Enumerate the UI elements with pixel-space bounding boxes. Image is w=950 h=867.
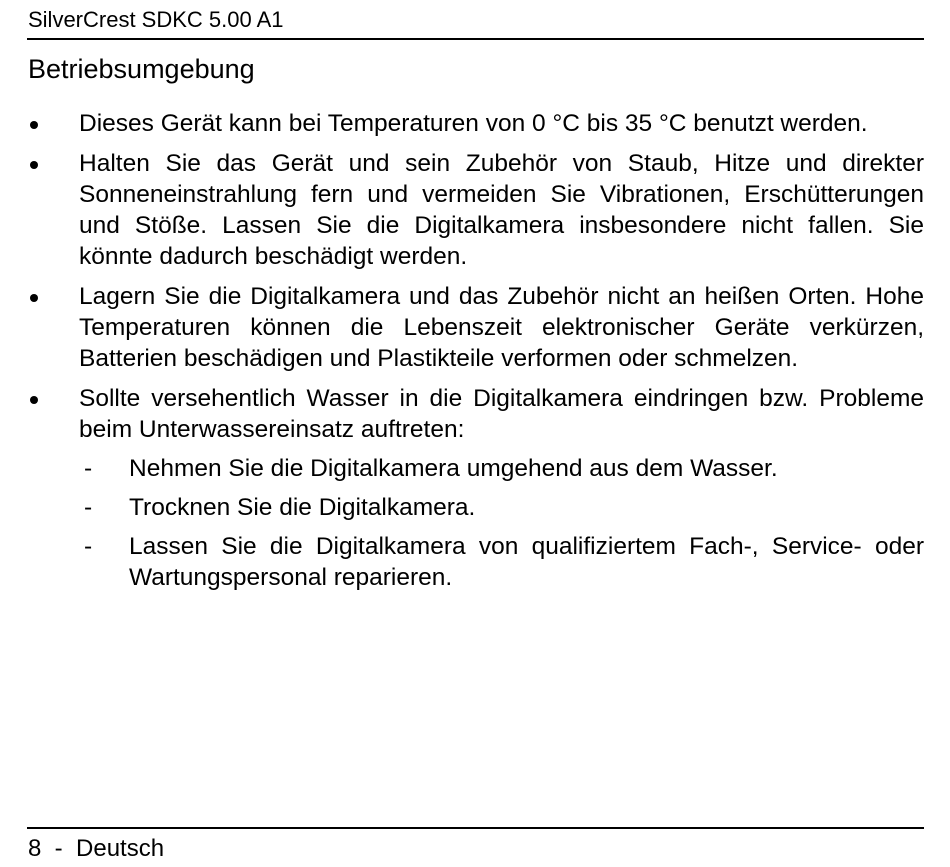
section-title: Betriebsumgebung xyxy=(28,54,255,84)
sub-bullet-text: Trocknen Sie die Digitalkamera. xyxy=(129,494,476,521)
dash-icon: - xyxy=(84,494,93,521)
bullet-icon xyxy=(30,294,38,302)
dash-icon: - xyxy=(84,533,93,560)
sub-bullet-item xyxy=(79,531,924,593)
sub-bullet-text: Lassen Sie die Digitalkamera von qualifiziertem Fach-, Service- oder Wartungspersonal reparieren. xyxy=(129,533,924,591)
page-footer-label: 8 - Deutsch xyxy=(28,835,165,862)
bullet-text: Halten Sie das Gerät und sein Zubehör von Staub, Hitze und direkter Sonneneinstrahlung fern und vermeiden Sie Vibrationen, Erschütterungen und Stöße. Lassen Sie die Digitalkamera insbesondere nicht fallen. Sie könnte dadurch beschädigt werden. xyxy=(79,150,924,270)
bullet-text: Dieses Gerät kann bei Temperaturen von 0 °C bis 35 °C benutzt werden. xyxy=(79,110,868,137)
bullet-icon xyxy=(30,161,38,169)
sub-bullet-text: Nehmen Sie die Digitalkamera umgehend aus dem Wasser. xyxy=(129,455,778,482)
bullet-item xyxy=(27,148,924,272)
bullet-text: Sollte versehentlich Wasser in die Digitalkamera eindringen bzw. Probleme beim Unterwassereinsatz auftreten: xyxy=(79,385,924,443)
bullet-text: Lagern Sie die Digitalkamera und das Zubehör nicht an heißen Orten. Hohe Temperaturen können die Lebenszeit elektronischer Geräte verkürzen, Batterien beschädigen und Plastikteile verformen oder schmelzen. xyxy=(79,283,924,372)
bullet-item xyxy=(27,383,924,593)
dash-icon: - xyxy=(84,455,93,482)
footer-divider xyxy=(27,827,924,829)
bullet-list xyxy=(27,108,924,602)
bullet-icon xyxy=(30,396,38,404)
bullet-icon xyxy=(30,121,38,129)
header-divider xyxy=(27,38,924,40)
sub-bullet-item xyxy=(79,492,924,523)
sub-bullet-list xyxy=(79,453,924,593)
bullet-item xyxy=(27,108,924,139)
bullet-item xyxy=(27,281,924,374)
sub-bullet-item xyxy=(79,453,924,484)
document-header-title: SilverCrest SDKC 5.00 A1 xyxy=(28,7,284,32)
